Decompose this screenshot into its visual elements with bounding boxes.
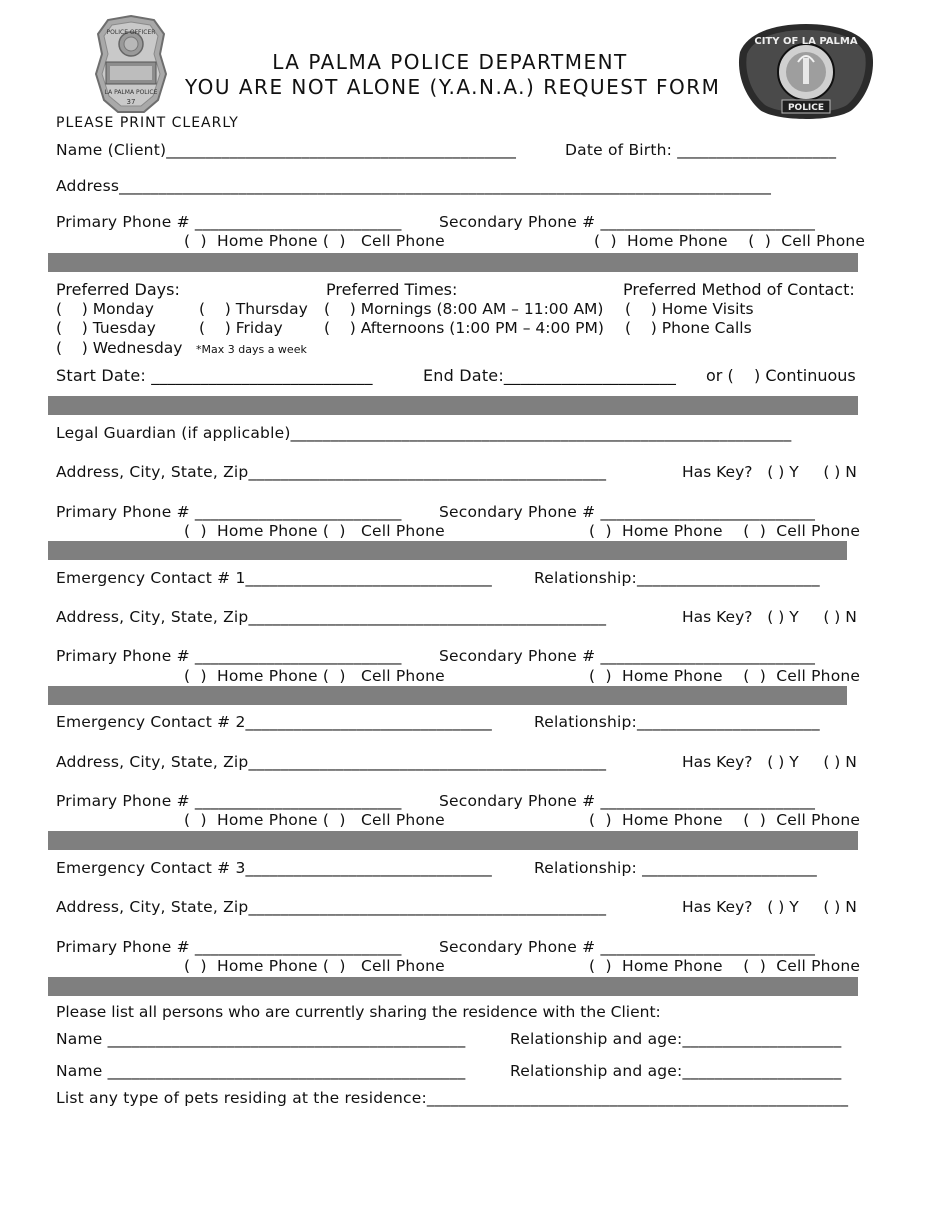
client-primary-phone-type[interactable]: ( ) Home Phone ( ) Cell Phone xyxy=(184,232,445,250)
police-badge-logo xyxy=(92,14,170,116)
option-mornings[interactable]: ( ) Mornings (8:00 AM – 11:00 AM) xyxy=(324,300,604,318)
start-date-field[interactable]: Start Date: ___________________________ xyxy=(56,366,373,385)
client-dob-field[interactable]: Date of Birth: ____________________ xyxy=(565,141,837,159)
household-name-2-field[interactable]: Name _____________________________________________ xyxy=(56,1062,466,1080)
print-clearly-instruction: PLEASE PRINT CLEARLY xyxy=(56,115,239,131)
contact2-has-key[interactable]: Has Key? ( ) Y ( ) N xyxy=(682,753,857,771)
section-divider xyxy=(48,686,847,705)
badge-text-bottom: LA PALMA POLICE xyxy=(104,89,158,96)
max-days-note: *Max 3 days a week xyxy=(196,343,307,356)
badge-text-top: POLICE OFFICER xyxy=(106,29,156,36)
option-thursday[interactable]: ( ) Thursday xyxy=(199,300,308,318)
guardian-secondary-phone-type[interactable]: ( ) Home Phone ( ) Cell Phone xyxy=(589,522,861,540)
household-relationship-1-field[interactable]: Relationship and age:____________________ xyxy=(510,1030,842,1048)
contact2-address-field[interactable]: Address, City, State, Zip_____________________________________________ xyxy=(56,753,607,771)
guardian-has-key[interactable]: Has Key? ( ) Y ( ) N xyxy=(682,463,857,481)
section-divider xyxy=(48,541,847,560)
option-phone-calls[interactable]: ( ) Phone Calls xyxy=(625,319,752,337)
contact3-primary-phone-type[interactable]: ( ) Home Phone ( ) Cell Phone xyxy=(184,957,445,975)
household-relationship-2-field[interactable]: Relationship and age:____________________ xyxy=(510,1062,842,1080)
client-name-field[interactable]: Name (Client)____________________________________________ xyxy=(56,141,517,159)
contact1-has-key[interactable]: Has Key? ( ) Y ( ) N xyxy=(682,608,857,626)
contact2-primary-phone-type[interactable]: ( ) Home Phone ( ) Cell Phone xyxy=(184,811,445,829)
option-continuous[interactable]: or ( ) Continuous xyxy=(706,366,856,385)
option-wednesday[interactable]: ( ) Wednesday xyxy=(56,339,183,357)
contact1-secondary-phone-field[interactable]: Secondary Phone # ___________________________ xyxy=(439,647,816,665)
contact1-relationship-field[interactable]: Relationship:_______________________ xyxy=(534,569,820,587)
option-tuesday[interactable]: ( ) Tuesday xyxy=(56,319,156,337)
contact3-secondary-phone-type[interactable]: ( ) Home Phone ( ) Cell Phone xyxy=(589,957,861,975)
section-divider xyxy=(48,253,858,272)
contact1-secondary-phone-type[interactable]: ( ) Home Phone ( ) Cell Phone xyxy=(589,667,861,685)
preferred-method-heading: Preferred Method of Contact: xyxy=(623,280,855,299)
end-date-field[interactable]: End Date:_____________________ xyxy=(423,366,677,385)
contact2-relationship-field[interactable]: Relationship:_______________________ xyxy=(534,713,820,731)
contact3-relationship-field[interactable]: Relationship: ______________________ xyxy=(534,859,817,877)
guardian-primary-phone-type[interactable]: ( ) Home Phone ( ) Cell Phone xyxy=(184,522,445,540)
contact2-secondary-phone-field[interactable]: Secondary Phone # ___________________________ xyxy=(439,792,816,810)
preferred-days-heading: Preferred Days: xyxy=(56,280,180,299)
contact1-name-field[interactable]: Emergency Contact # 1_______________________________ xyxy=(56,569,493,587)
option-friday[interactable]: ( ) Friday xyxy=(199,319,283,337)
contact1-address-field[interactable]: Address, City, State, Zip_____________________________________________ xyxy=(56,608,607,626)
contact3-primary-phone-field[interactable]: Primary Phone # __________________________ xyxy=(56,938,402,956)
badge-number: 37 xyxy=(126,98,136,106)
client-secondary-phone-field[interactable]: Secondary Phone # ___________________________ xyxy=(439,213,816,231)
contact2-name-field[interactable]: Emergency Contact # 2_______________________________ xyxy=(56,713,493,731)
preferred-times-heading: Preferred Times: xyxy=(326,280,458,299)
guardian-secondary-phone-field[interactable]: Secondary Phone # ___________________________ xyxy=(439,503,816,521)
guardian-name-field[interactable]: Legal Guardian (if applicable)_______________________________________________________________ xyxy=(56,424,792,442)
guardian-primary-phone-field[interactable]: Primary Phone # __________________________ xyxy=(56,503,402,521)
client-primary-phone-field[interactable]: Primary Phone # __________________________ xyxy=(56,213,402,231)
contact3-has-key[interactable]: Has Key? ( ) Y ( ) N xyxy=(682,898,857,916)
patch-text-bottom: POLICE xyxy=(787,103,825,113)
section-divider xyxy=(48,831,858,850)
patch-text-top: CITY OF LA PALMA xyxy=(754,36,858,47)
contact1-primary-phone-field[interactable]: Primary Phone # __________________________ xyxy=(56,647,402,665)
form-title-line1: LA PALMA POLICE DEPARTMENT xyxy=(272,50,628,74)
section-divider xyxy=(48,396,858,415)
contact2-secondary-phone-type[interactable]: ( ) Home Phone ( ) Cell Phone xyxy=(589,811,861,829)
option-home-visits[interactable]: ( ) Home Visits xyxy=(625,300,754,318)
form-title-line2: YOU ARE NOT ALONE (Y.A.N.A.) REQUEST FORM xyxy=(185,75,721,99)
option-monday[interactable]: ( ) Monday xyxy=(56,300,154,318)
household-intro: Please list all persons who are currently sharing the residence with the Client: xyxy=(56,1003,661,1021)
client-secondary-phone-type[interactable]: ( ) Home Phone ( ) Cell Phone xyxy=(594,232,866,250)
household-name-1-field[interactable]: Name _____________________________________________ xyxy=(56,1030,466,1048)
guardian-address-field[interactable]: Address, City, State, Zip_____________________________________________ xyxy=(56,463,607,481)
option-afternoons[interactable]: ( ) Afternoons (1:00 PM – 4:00 PM) xyxy=(324,319,604,337)
contact2-primary-phone-field[interactable]: Primary Phone # __________________________ xyxy=(56,792,402,810)
city-police-patch-logo xyxy=(736,22,876,124)
contact3-address-field[interactable]: Address, City, State, Zip_____________________________________________ xyxy=(56,898,607,916)
section-divider xyxy=(48,977,858,996)
client-address-field[interactable]: Address__________________________________________________________________________________ xyxy=(56,177,772,195)
contact3-secondary-phone-field[interactable]: Secondary Phone # ___________________________ xyxy=(439,938,816,956)
contact1-primary-phone-type[interactable]: ( ) Home Phone ( ) Cell Phone xyxy=(184,667,445,685)
contact3-name-field[interactable]: Emergency Contact # 3_______________________________ xyxy=(56,859,493,877)
pets-field[interactable]: List any type of pets residing at the residence:_____________________________________________________ xyxy=(56,1089,849,1107)
